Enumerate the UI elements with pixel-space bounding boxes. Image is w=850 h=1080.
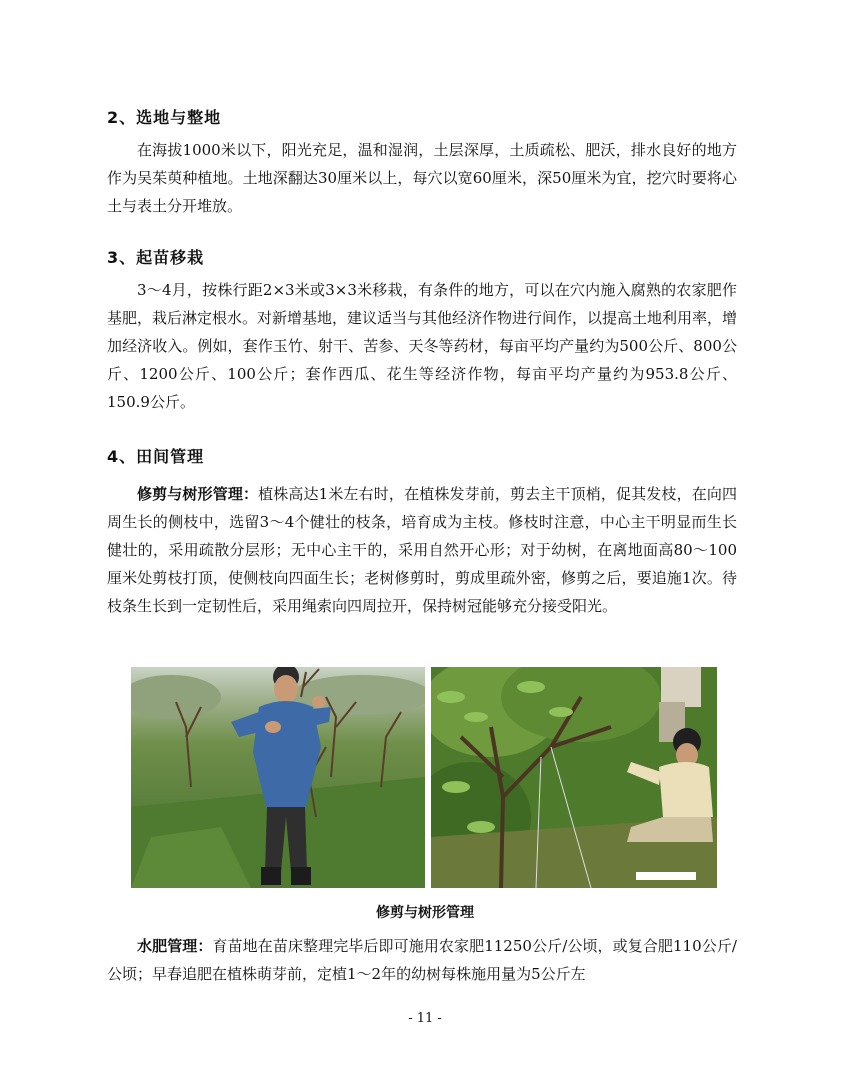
section-2-paragraph: 在海拔1000米以下，阳光充足，温和湿润，土层深厚，土质疏松、肥沃，排水良好的地方作为吴茱萸种植地。土地深翻达30厘米以上，每穴以宽60厘米，深50厘米为宜，挖穴时要将心土与表土分开堆放。 <box>107 141 737 215</box>
water-fertilizer-paragraph <box>107 932 737 988</box>
section-4-paragraph <box>107 480 737 620</box>
pruning-lead: 修剪与树形管理： <box>137 485 259 503</box>
section-3-paragraph: 3～4月，按株行距2×3米或3×3米移栽，有条件的地方，可以在穴内施入腐熟的农家肥作基肥，栽后淋定根水。对新增基地，建议适当与其他经济作物进行间作，以提高土地利用率，增加经济收入。例如，套作玉竹、射干、苦参、天冬等药材，每亩平均产量约为500公斤、800公斤、1200公斤、100公斤；套作西瓜、花生等经济作物，每亩平均产量约为953.8公斤、150.9公斤。 <box>107 281 738 411</box>
photo-pruning-man <box>131 667 425 888</box>
section-2-title: 2、选地与整地 <box>107 108 222 127</box>
section-4-title: 4、田间管理 <box>107 447 205 466</box>
section-3-title: 3、起苗移栽 <box>107 248 205 267</box>
figure-caption: 修剪与树形管理 <box>376 905 474 921</box>
page-number: - 11 - <box>408 1011 442 1026</box>
water-text: 育苗地在苗床整理完毕后即可施用农家肥11250公斤/公顷，或复合肥110公斤/公顷；早春追肥在植株萌芽前，定植1～2年的幼树每株施用量为5公斤左 <box>107 937 737 983</box>
water-lead: 水肥管理： <box>137 937 213 955</box>
pruning-text: 植株高达1米左右时，在植株发芽前，剪去主干顶梢，促其发枝，在向四周生长的侧枝中，选留3～4个健壮的枝条，培育成为主枝。修枝时注意，中心主干明显而生长健壮的，采用疏散分层形；无中心主干的，采用自然开心形；对于幼树，在离地面高80～100厘米处剪枝打顶，使侧枝向四面生长；老树修剪时，剪成里疏外密，修剪之后，要追施1次。待枝条生长到一定韧性后，采用绳索向四周拉开，保持树冠能够充分接受阳光。 <box>107 485 737 615</box>
photo-tree-inspection <box>431 667 717 888</box>
